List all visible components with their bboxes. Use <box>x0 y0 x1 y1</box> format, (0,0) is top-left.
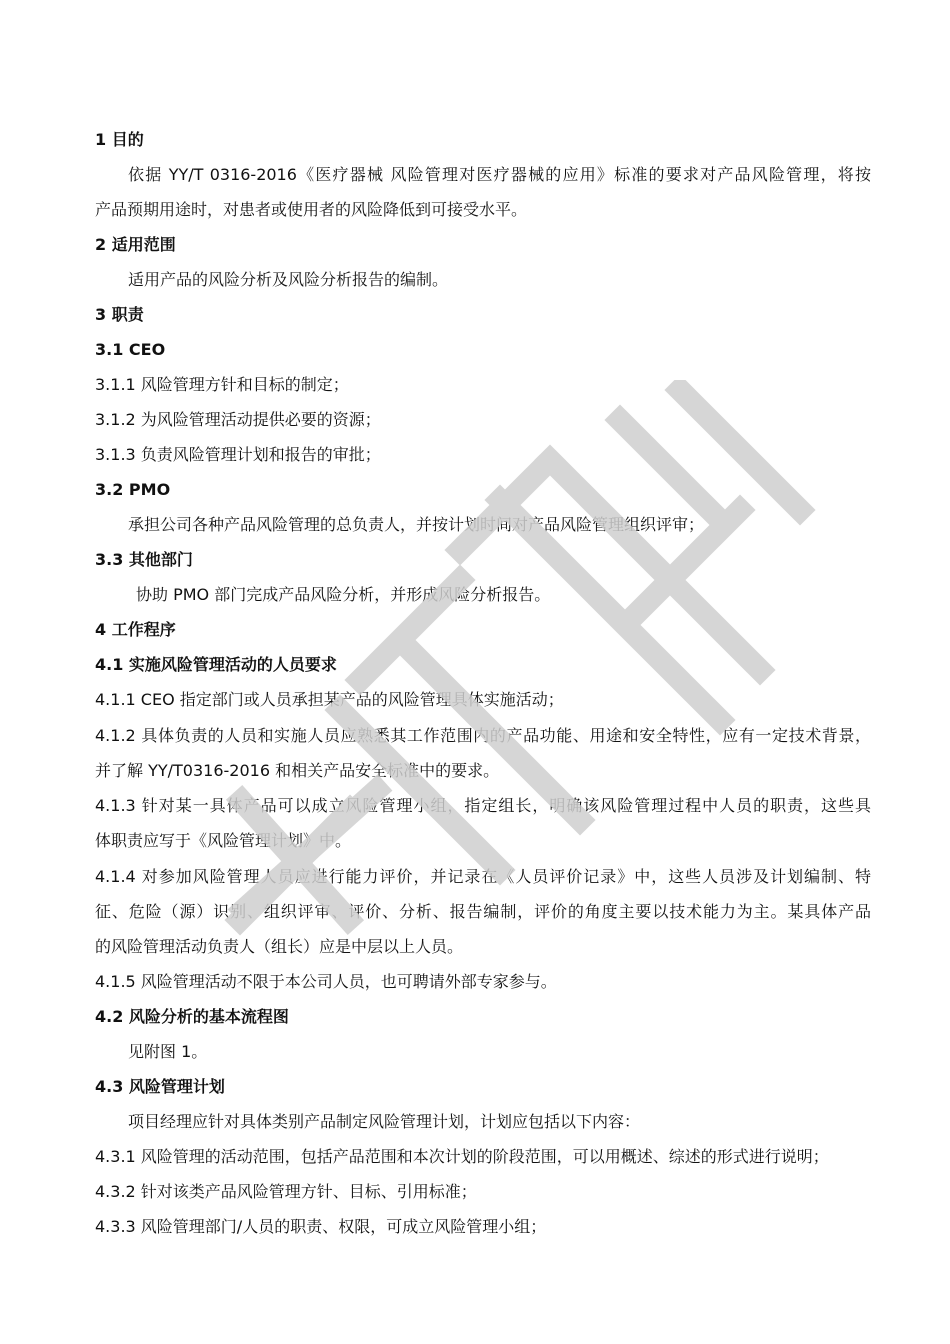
paragraph-line: 的风险管理活动负责人（组长）应是中层以上人员。 <box>95 937 464 956</box>
paragraph-line: 协助 PMO 部门完成产品风险分析，并形成风险分析报告。 <box>136 585 551 604</box>
paragraph-line: 适用产品的风险分析及风险分析报告的编制。 <box>128 270 449 289</box>
paragraph-line: 项目经理应针对具体类别产品制定风险管理计划，计划应包括以下内容： <box>128 1112 641 1131</box>
paragraph-line: 并了解 YY/T0316-2016 和相关产品安全标准中的要求。 <box>95 761 500 780</box>
paragraph-line: 征、危险（源）识别、组织评审、评价、分析、报告编制，评价的角度主要以技术能力为主。某具体产品 <box>95 902 871 921</box>
heading-scope: 2 适用范围 <box>95 235 176 254</box>
list-item: 4.1.5 风险管理活动不限于本公司人员，也可聘请外部专家参与。 <box>95 972 557 991</box>
paragraph-line: 依据 YY/T 0316-2016《医疗器械 风险管理对医疗器械的应用》标准的要求对产品风险管理，将按 <box>128 165 871 184</box>
paragraph-line: 见附图 1。 <box>128 1042 208 1061</box>
list-item: 4.1.2 具体负责的人员和实施人员应熟悉其工作范围内的产品功能、用途和安全特性，应有一定技术背景， <box>95 726 871 745</box>
list-item: 4.1.3 针对某一具体产品可以成立风险管理小组，指定组长，明确该风险管理过程中人员的职责，这些具 <box>95 796 871 815</box>
heading-risk-plan: 4.3 风险管理计划 <box>95 1077 225 1096</box>
paragraph-line: 体职责应写于《风险管理计划》中。 <box>95 831 352 850</box>
heading-flowchart: 4.2 风险分析的基本流程图 <box>95 1007 289 1026</box>
list-item: 4.3.2 针对该类产品风险管理方针、目标、引用标准； <box>95 1182 477 1201</box>
list-item: 3.1.1 风险管理方针和目标的制定； <box>95 375 349 394</box>
list-item: 4.3.3 风险管理部门/人员的职责、权限，可成立风险管理小组； <box>95 1217 547 1236</box>
heading-personnel-requirements: 4.1 实施风险管理活动的人员要求 <box>95 655 337 674</box>
heading-pmo: 3.2 PMO <box>95 480 171 499</box>
heading-other-departments: 3.3 其他部门 <box>95 550 193 569</box>
list-item: 3.1.3 负责风险管理计划和报告的审批； <box>95 445 381 464</box>
heading-duties: 3 职责 <box>95 305 144 324</box>
heading-purpose: 1 目的 <box>95 130 144 149</box>
list-item: 4.1.4 对参加风险管理人员应进行能力评价，并记录在《人员评价记录》中，这些人员涉及计划编制、特 <box>95 867 871 886</box>
paragraph-line: 承担公司各种产品风险管理的总负责人，并按计划时间对产品风险管理组织评审； <box>128 515 705 534</box>
list-item: 4.1.1 CEO 指定部门或人员承担某产品的风险管理具体实施活动； <box>95 690 564 709</box>
paragraph-line: 产品预期用途时，对患者或使用者的风险降低到可接受水平。 <box>95 200 528 219</box>
heading-procedure: 4 工作程序 <box>95 620 176 639</box>
list-item: 4.3.1 风险管理的活动范围，包括产品范围和本次计划的阶段范围，可以用概述、综述的形式进行说明； <box>95 1147 829 1166</box>
heading-ceo: 3.1 CEO <box>95 340 166 359</box>
list-item: 3.1.2 为风险管理活动提供必要的资源； <box>95 410 381 429</box>
